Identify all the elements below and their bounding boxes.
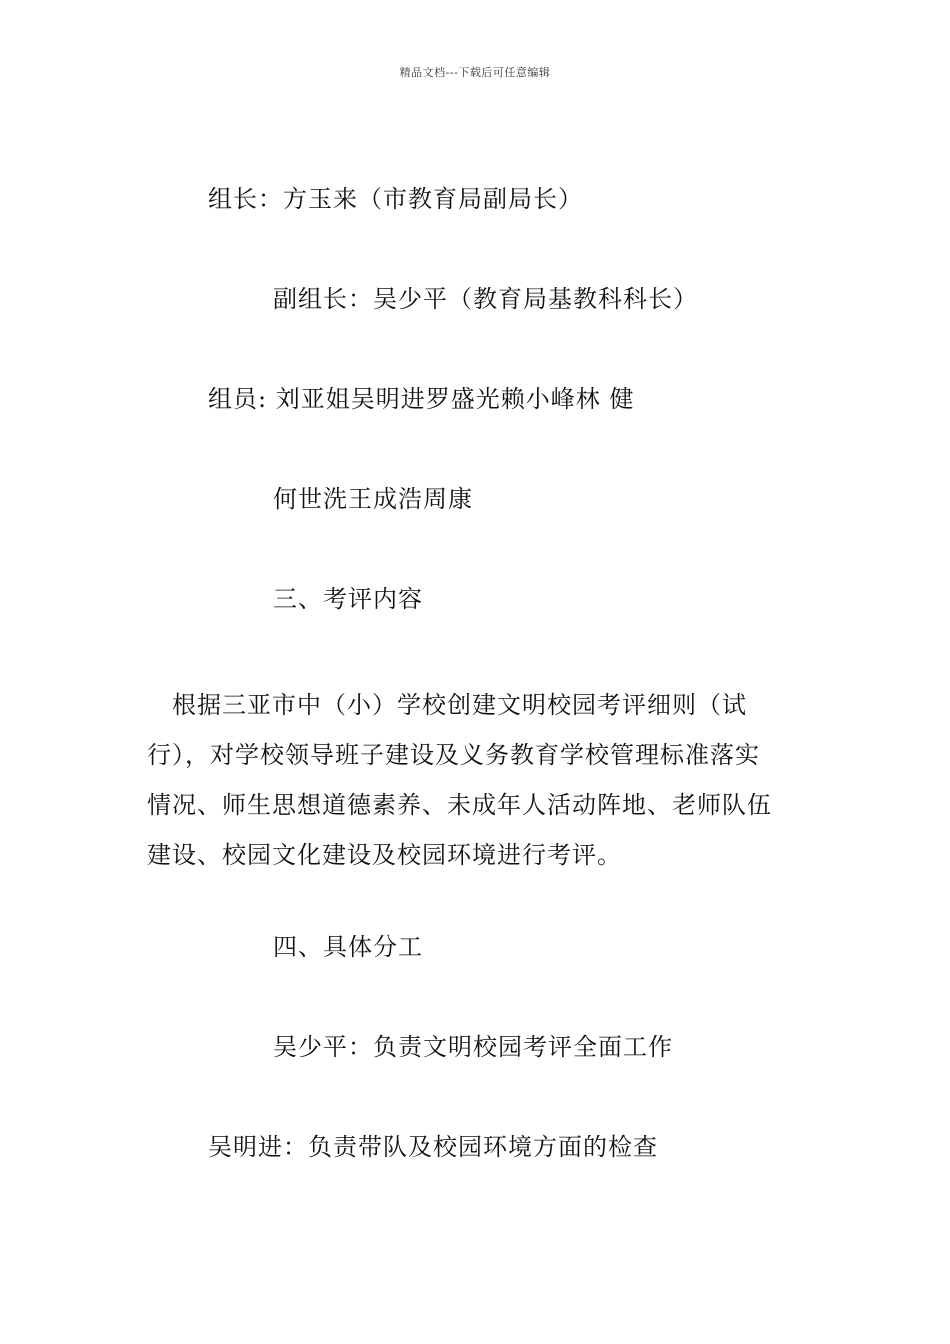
evaluation-content-paragraph <box>147 680 812 880</box>
duty-line-1: 吴少平：负责文明校园考评全面工作 <box>273 1033 673 1061</box>
section-heading-division-of-labor: 四、具体分工 <box>273 933 423 961</box>
deputy-leader-line: 副组长：吴少平（教育局基教科科长） <box>273 285 698 313</box>
members-line-1: 组员: 刘亚姐吴明进罗盛光赖小峰林 健 <box>208 385 635 413</box>
paragraph-row: 情况、师生思想道德素养、未成年人活动阵地、老师队伍 <box>147 791 772 819</box>
paragraph-row: 根据三亚市中（小）学校创建文明校园考评细则（试 <box>147 691 747 719</box>
paragraph-row: 行），对学校领导班子建设及义务教育学校管理标准落实 <box>147 741 760 769</box>
page-header: 精品文档---下载后可任意编辑 <box>399 66 551 79</box>
paragraph-row: 建设、校园文化建设及校园环境进行考评。 <box>147 841 622 869</box>
section-heading-evaluation-content: 三、考评内容 <box>273 585 423 613</box>
duty-line-2: 吴明进：负责带队及校园环境方面的检查 <box>208 1133 658 1161</box>
members-line-2: 何世洗王成浩周康 <box>273 485 473 513</box>
leader-line: 组长：方玉来（市教育局副局长） <box>208 185 583 213</box>
